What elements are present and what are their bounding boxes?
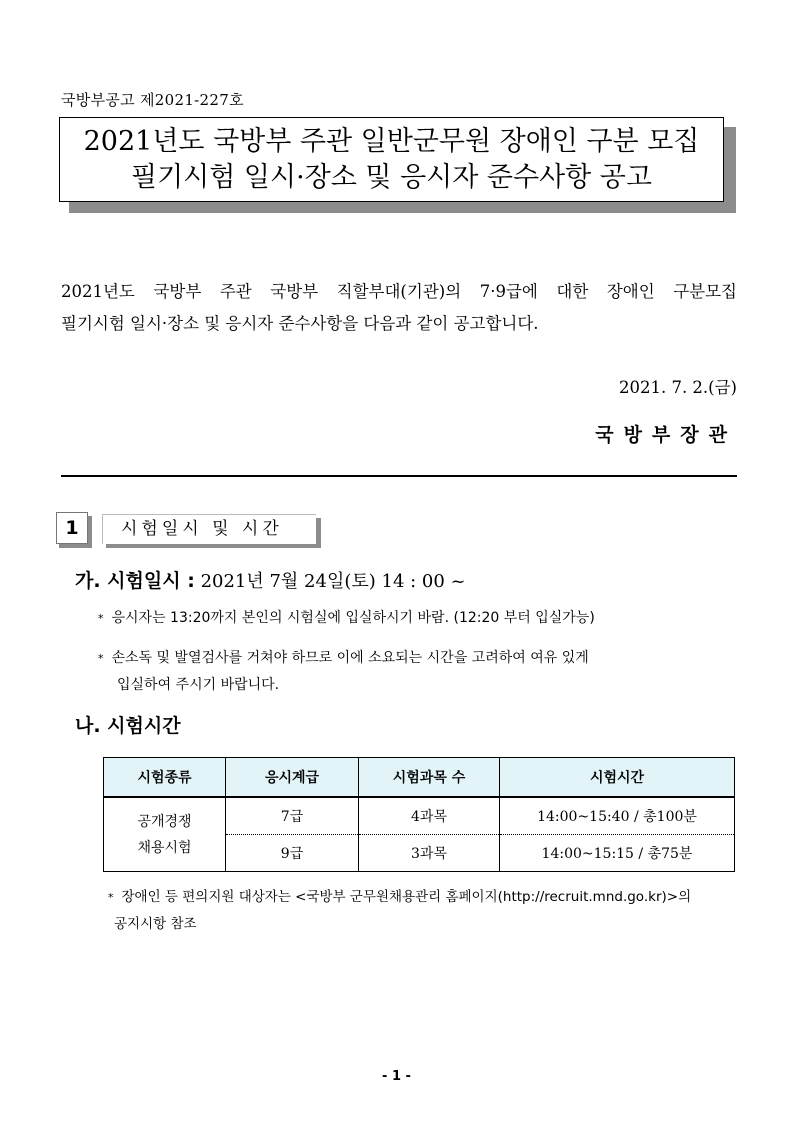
note-entry-time — [98, 605, 595, 632]
grade-cell: 7급 — [226, 797, 359, 835]
exam-type-line-2: 채용시험 — [137, 839, 192, 856]
intro-paragraph — [61, 276, 737, 340]
exam-datetime-heading — [75, 566, 466, 593]
section-title: 시험일시 및 시간 — [102, 514, 316, 544]
grade-cell: 9급 — [226, 835, 359, 872]
time-cell: 14:00~15:15 / 총75분 — [500, 835, 735, 872]
note-text-line-2: 입실하여 주시기 바랍니다. — [117, 677, 280, 693]
signature: 국방부장관 — [595, 424, 737, 446]
note-text: 응시자는 13:20까지 본인의 시험실에 입실하시기 바람. (12:20 부터 입실가능) — [111, 610, 595, 626]
divider — [61, 475, 737, 477]
exam-datetime-label: 가. 시험일시 : — [75, 570, 195, 592]
header-exam-time: 시험시간 — [500, 758, 735, 798]
page-number: - 1 - — [382, 1069, 411, 1084]
note-health-check — [98, 645, 738, 699]
header-grade: 응시계급 — [226, 758, 359, 798]
header-subject-count: 시험과목 수 — [359, 758, 500, 798]
exam-duration-heading: 나. 시험시간 — [75, 715, 181, 737]
title-line-2: 필기시험 일시·장소 및 응시자 준수사항 공고 — [131, 162, 652, 193]
exam-schedule-table — [103, 757, 735, 872]
notice-date: 2021. 7. 2.(금) — [618, 378, 737, 397]
exam-datetime-value: 2021년 7월 24일(토) 14 : 00 ~ — [200, 571, 466, 592]
header-exam-type: 시험종류 — [104, 758, 226, 798]
note-marker: * — [98, 652, 104, 665]
section-number: 1 — [56, 512, 88, 544]
exam-type-line-1: 공개경쟁 — [137, 813, 192, 830]
exam-type-cell — [104, 797, 226, 872]
table-header-row — [104, 758, 735, 798]
intro-line-2: 필기시험 일시·장소 및 응시자 준수사항을 다음과 같이 공고합니다. — [61, 314, 539, 333]
note-text-line-1: 손소독 및 발열검사를 거쳐야 하므로 이에 소요되는 시간을 고려하여 여유 있게 — [111, 650, 589, 666]
note-marker: * — [98, 612, 104, 625]
subjects-cell: 4과목 — [359, 797, 500, 835]
footnote-accommodation — [108, 884, 738, 938]
table-row — [104, 797, 735, 835]
subjects-cell: 3과목 — [359, 835, 500, 872]
title-box — [59, 117, 724, 202]
note-marker: * — [108, 891, 114, 904]
notice-number: 국방부공고 제2021-227호 — [61, 91, 244, 109]
footnote-line-1: 장애인 등 편의지원 대상자는 <국방부 군무원채용관리 홈페이지(http://recruit.mnd.go.kr)>의 — [121, 889, 692, 905]
intro-line-1: 2021년도 국방부 주관 국방부 직할부대(기관)의 7·9급에 대한 장애인 구분모집 — [61, 282, 737, 301]
footnote-line-2: 공지시항 참조 — [114, 916, 197, 932]
title-line-1: 2021년도 국방부 주관 일반군무원 장애인 구분 모집 — [83, 126, 700, 157]
time-cell: 14:00~15:40 / 총100분 — [500, 797, 735, 835]
